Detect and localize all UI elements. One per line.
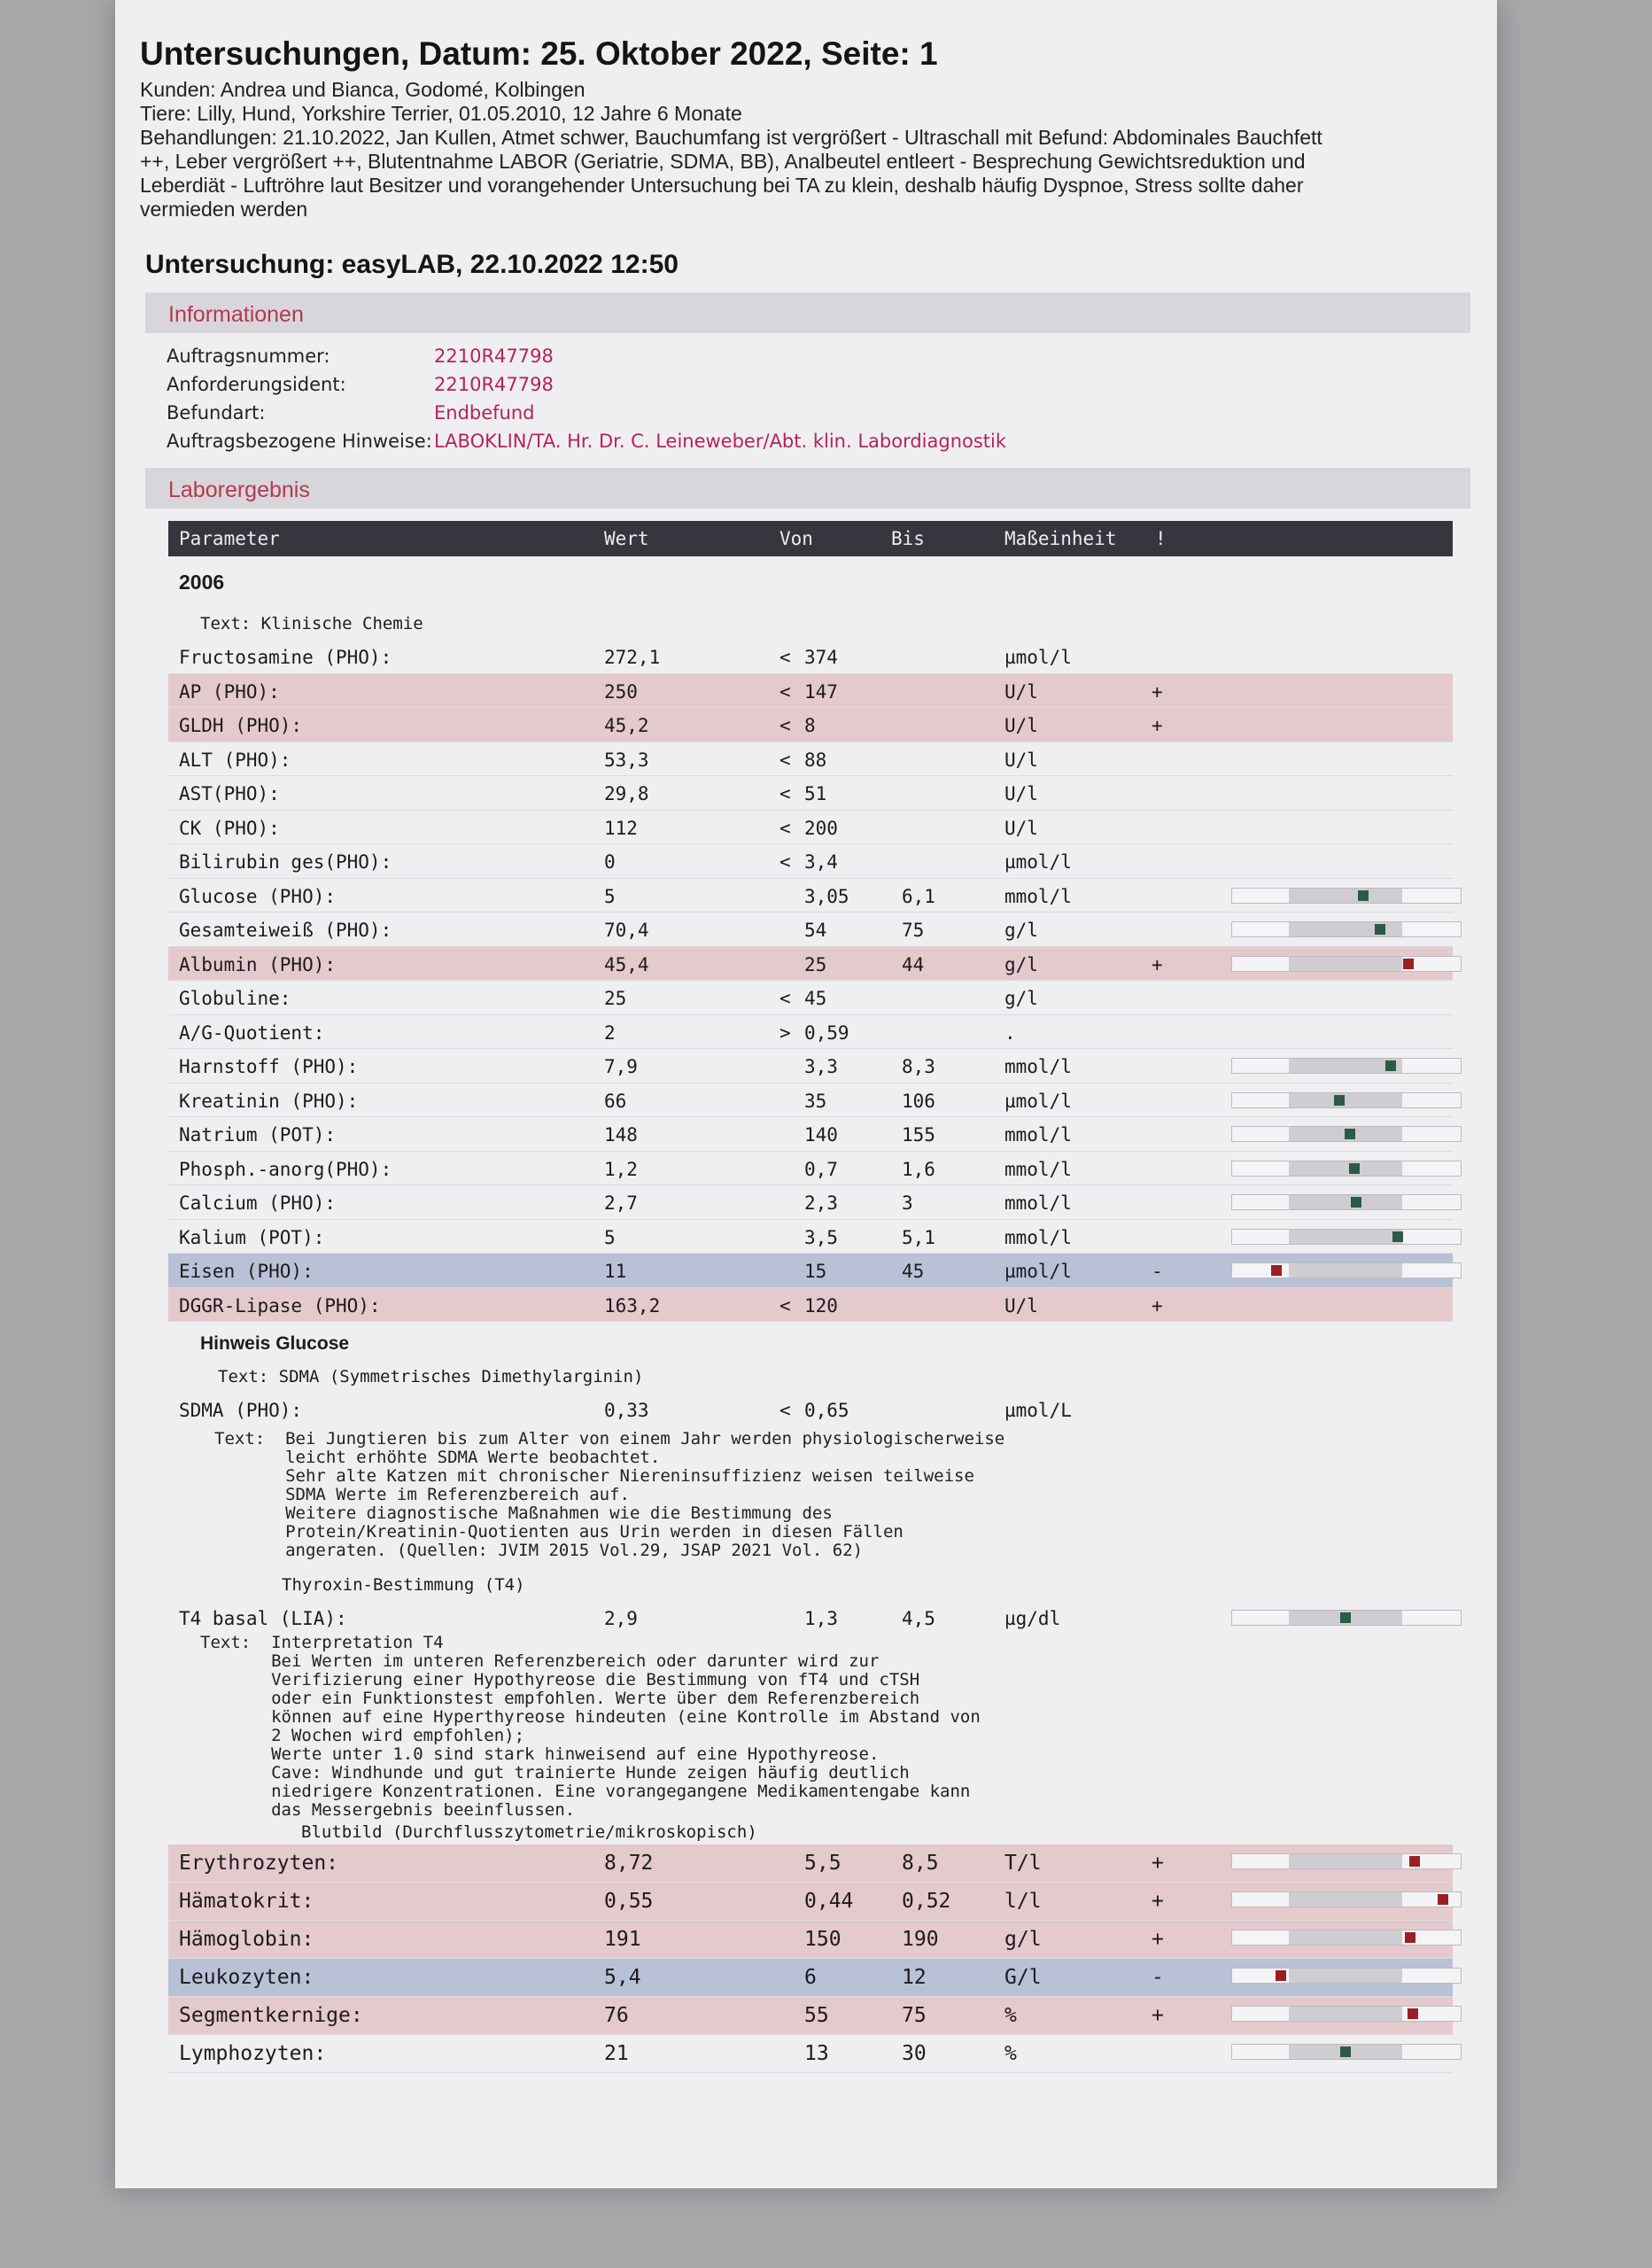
year-heading: 2006	[179, 571, 225, 594]
lab-row	[168, 1049, 1453, 1084]
range-gauge	[1231, 1853, 1462, 1869]
report-header	[140, 35, 1469, 221]
param-name: SDMA (PHO):	[179, 1400, 303, 1421]
param-name: Fructosamine (PHO):	[179, 647, 392, 668]
lab-row	[168, 811, 1453, 845]
param-von: 55	[804, 2004, 829, 2027]
param-von: 6	[804, 1966, 817, 1989]
param-name: Glucose (PHO):	[179, 885, 337, 907]
param-value: 5	[604, 1226, 616, 1248]
param-unit: µmol/l	[1004, 647, 1072, 668]
param-bis: 0,52	[902, 1890, 951, 1913]
param-flag: +	[1152, 2004, 1164, 2027]
param-unit: U/l	[1004, 680, 1038, 703]
range-gauge	[1231, 1262, 1462, 1278]
sdma-row	[168, 1393, 1453, 1426]
param-value: 5,4	[604, 1966, 641, 1989]
header-von: Von	[779, 528, 813, 549]
header-flag: !	[1155, 528, 1167, 549]
param-unit: µmol/l	[1004, 851, 1072, 873]
param-flag: +	[1152, 1928, 1164, 1951]
param-value: 0	[604, 851, 616, 873]
param-value: 148	[604, 1124, 638, 1146]
lab-row	[168, 1084, 1453, 1118]
param-unit: mmol/l	[1004, 885, 1072, 907]
param-unit: g/l	[1004, 988, 1038, 1009]
lab-row	[168, 947, 1453, 982]
param-value: 5	[604, 885, 616, 907]
lab-row	[168, 1185, 1453, 1220]
sdma-text: Text: SDMA (Symmetrisches Dimethylarginin)	[218, 1367, 644, 1386]
param-von: 0,7	[804, 1158, 838, 1180]
param-von: 0,65	[804, 1400, 849, 1421]
param-value: 21	[604, 2042, 629, 2065]
param-value: 2	[604, 1021, 616, 1044]
param-name: ALT (PHO):	[179, 749, 291, 771]
param-operator: >	[779, 1021, 791, 1044]
param-bis: 30	[902, 2042, 927, 2065]
param-value: 1,2	[604, 1158, 638, 1180]
param-name: Lymphozyten:	[179, 2042, 327, 2065]
lab-row	[168, 640, 1453, 674]
param-value: 53,3	[604, 749, 649, 771]
param-unit: mmol/l	[1004, 1056, 1072, 1077]
param-von: 1,3	[804, 1607, 838, 1629]
lab-row	[168, 981, 1453, 1015]
param-von: 0,44	[804, 1890, 854, 1913]
param-value: 112	[604, 817, 638, 839]
lab-row	[168, 1152, 1453, 1186]
lab-row	[168, 844, 1453, 879]
lab-results	[168, 521, 1453, 2073]
blood-row	[168, 1959, 1453, 1997]
param-name: AP (PHO):	[179, 680, 280, 703]
param-value: 11	[604, 1261, 627, 1282]
param-operator: <	[779, 647, 791, 668]
gauge-marker	[1271, 1265, 1282, 1276]
param-flag: +	[1152, 1890, 1164, 1913]
gauge-marker	[1358, 890, 1369, 901]
range-gauge	[1231, 888, 1462, 904]
param-unit: µmol/L	[1004, 1400, 1072, 1421]
range-gauge	[1231, 956, 1462, 972]
param-unit: T/l	[1004, 1852, 1042, 1875]
blood-row	[168, 1921, 1453, 1959]
info-block	[167, 346, 1460, 459]
param-name: Leukozyten:	[179, 1966, 314, 1989]
lab-row	[168, 1220, 1453, 1254]
param-value: 191	[604, 1928, 641, 1951]
param-name: A/G-Quotient:	[179, 1021, 325, 1044]
gauge-marker	[1345, 1129, 1355, 1139]
param-von: 3,5	[804, 1226, 838, 1248]
param-name: Gesamteiweiß (PHO):	[179, 920, 392, 941]
param-von: 8	[804, 715, 816, 736]
param-operator: <	[779, 715, 791, 736]
param-value: 2,7	[604, 1192, 638, 1214]
gauge-marker	[1403, 959, 1414, 969]
range-gauge	[1231, 1610, 1462, 1626]
param-von: 25	[804, 953, 827, 975]
param-bis: 5,1	[902, 1226, 935, 1248]
param-name: Erythrozyten:	[179, 1852, 339, 1875]
treatment-line-1: Behandlungen: 21.10.2022, Jan Kullen, Atmet schwer, Bauchumfang ist vergrößert - Ultraschall mit Befund: Abdominales Bauchfett	[140, 126, 1322, 149]
param-name: Kreatinin (PHO):	[179, 1090, 359, 1112]
param-bis: 4,5	[902, 1607, 935, 1629]
info-row	[167, 346, 1460, 374]
info-key: Befundart:	[167, 402, 266, 423]
param-name: Globuline:	[179, 988, 291, 1009]
param-unit: g/l	[1004, 920, 1038, 941]
param-von: 147	[804, 680, 838, 703]
param-name: Hämatokrit:	[179, 1890, 314, 1913]
param-value: 0,33	[604, 1400, 649, 1421]
param-bis: 1,6	[902, 1158, 935, 1180]
range-gauge	[1231, 1126, 1462, 1142]
blood-row	[168, 1845, 1453, 1883]
glucose-hint: Hinweis Glucose	[200, 1333, 350, 1354]
range-gauge	[1231, 921, 1462, 937]
range-gauge	[1231, 2006, 1462, 2022]
param-name: Albumin (PHO):	[179, 953, 337, 975]
param-operator: <	[779, 1294, 791, 1317]
lab-row	[168, 1288, 1453, 1323]
info-section-title: Informationen	[168, 302, 304, 327]
param-name: Calcium (PHO):	[179, 1192, 337, 1214]
param-name: DGGR-Lipase (PHO):	[179, 1294, 381, 1317]
param-unit: G/l	[1004, 1966, 1042, 1989]
range-gauge	[1231, 1229, 1462, 1245]
param-von: 2,3	[804, 1192, 838, 1214]
info-row	[167, 402, 1460, 431]
info-key: Auftragsnummer:	[167, 346, 330, 367]
param-unit: mmol/l	[1004, 1124, 1072, 1146]
param-von: 15	[804, 1261, 827, 1282]
param-von: 374	[804, 647, 838, 668]
param-bis: 3	[902, 1192, 913, 1214]
chemistry-rows	[168, 640, 1453, 1322]
table-header	[168, 521, 1453, 556]
param-flag: -	[1152, 1966, 1164, 1989]
gauge-marker	[1408, 2008, 1418, 2019]
param-von: 51	[804, 783, 827, 804]
param-unit: %	[1004, 2004, 1017, 2027]
blood-rows	[168, 1845, 1453, 2073]
blood-row	[168, 1997, 1453, 2035]
param-von: 3,05	[804, 885, 849, 907]
treatment-line-2: ++, Leber vergrößert ++, Blutentnahme LABOR (Geriatrie, SDMA, BB), Analbeutel entleert - Besprechung Gewichtsreduktion und	[140, 150, 1306, 173]
gauge-marker	[1276, 1970, 1286, 1981]
param-unit: g/l	[1004, 953, 1038, 975]
gauge-marker	[1349, 1163, 1360, 1174]
header-unit: Maßeinheit	[1004, 528, 1117, 549]
gauge-marker	[1375, 924, 1385, 935]
info-value: 2210R47798	[434, 374, 554, 395]
param-unit: l/l	[1004, 1890, 1042, 1913]
lab-row	[168, 1015, 1453, 1050]
info-value: Endbefund	[434, 402, 535, 423]
report-sheet	[115, 0, 1497, 2188]
param-value: 272,1	[604, 647, 661, 668]
param-flag: +	[1152, 715, 1163, 736]
param-von: 3,4	[804, 851, 838, 873]
treatment-line-4: vermieden werden	[140, 198, 308, 221]
range-gauge	[1231, 1891, 1462, 1907]
param-value: 163,2	[604, 1294, 661, 1317]
param-bis: 190	[902, 1928, 939, 1951]
chemie-text: Text: Klinische Chemie	[200, 614, 423, 633]
param-operator: <	[779, 680, 791, 703]
lab-row	[168, 708, 1453, 742]
param-von: 88	[804, 749, 827, 771]
blood-row	[168, 1883, 1453, 1921]
range-gauge	[1231, 1161, 1462, 1177]
lab-section-bar	[145, 468, 1470, 509]
param-bis: 155	[902, 1124, 935, 1146]
param-bis: 75	[902, 2004, 927, 2027]
param-name: Natrium (POT):	[179, 1124, 337, 1146]
header-wert: Wert	[604, 528, 649, 549]
blutbild-heading: Blutbild (Durchflusszytometrie/mikroskopisch)	[301, 1822, 757, 1842]
param-von: 200	[804, 817, 838, 839]
param-von: 150	[804, 1928, 842, 1951]
range-gauge	[1231, 1930, 1462, 1946]
param-flag: +	[1152, 953, 1163, 975]
param-unit: mmol/l	[1004, 1192, 1072, 1214]
param-name: Bilirubin ges(PHO):	[179, 851, 392, 873]
lab-row	[168, 742, 1453, 777]
info-value: LABOKLIN/TA. Hr. Dr. C. Leineweber/Abt. klin. Labordiagnostik	[434, 431, 1007, 452]
param-operator: <	[779, 1400, 791, 1421]
param-bis: 6,1	[902, 885, 935, 907]
blood-row	[168, 2035, 1453, 2073]
param-unit: mmol/l	[1004, 1158, 1072, 1180]
param-bis: 75	[902, 920, 925, 941]
param-name: Harnstoff (PHO):	[179, 1056, 359, 1077]
param-bis: 44	[902, 953, 925, 975]
gauge-marker	[1385, 1060, 1396, 1071]
treatment-line-3: Leberdiät - Luftröhre laut Besitzer und vorangehender Untersuchung bei TA zu klein, deshalb häufig Dyspnoe, Stress sollte daher	[140, 174, 1304, 197]
param-unit: .	[1004, 1021, 1016, 1044]
param-unit: U/l	[1004, 783, 1038, 804]
param-flag: +	[1152, 1852, 1164, 1875]
param-operator: <	[779, 817, 791, 839]
param-von: 140	[804, 1124, 838, 1146]
param-unit: µmol/l	[1004, 1090, 1072, 1112]
sdma-paragraph: Text: Bei Jungtieren bis zum Alter von einem Jahr werden physiologischerweise leicht erhöhte SDMA Werte beobachtet. Sehr alte Katzen mit chronischer Niereninsuffizienz weisen teilweise SDMA Werte im Referenzbereich auf. Weitere diagnostische Maßnahmen wie die Bestimmung des Protein/Kreatinin-Quotienten aus Urin werden in diesen Fällen angeraten. (Quellen: JVIM 2015 Vol.29, JSAP 2021 Vol. 62)	[214, 1428, 1005, 1560]
param-von: 13	[804, 2042, 829, 2065]
lab-row	[168, 776, 1453, 811]
info-row	[167, 374, 1460, 402]
lab-row	[168, 1117, 1453, 1152]
param-value: 8,72	[604, 1852, 654, 1875]
range-gauge	[1231, 1968, 1462, 1984]
param-unit: U/l	[1004, 817, 1038, 839]
param-bis: 8,5	[902, 1852, 939, 1875]
param-value: 29,8	[604, 783, 649, 804]
customer-line: Kunden: Andrea und Bianca, Godomé, Kolbingen	[140, 78, 586, 101]
page-title: Untersuchungen, Datum: 25. Oktober 2022, Seite: 1	[140, 35, 938, 72]
range-gauge	[1231, 2044, 1462, 2060]
param-name: CK (PHO):	[179, 817, 280, 839]
param-bis: 106	[902, 1090, 935, 1112]
param-name: Phosph.-anorg(PHO):	[179, 1158, 392, 1180]
param-value: 45,4	[604, 953, 649, 975]
param-unit: U/l	[1004, 749, 1038, 771]
param-unit: µg/dl	[1004, 1607, 1061, 1629]
gauge-marker	[1409, 1856, 1420, 1867]
param-von: 0,59	[804, 1021, 849, 1044]
param-von: 35	[804, 1090, 827, 1112]
param-unit: %	[1004, 2042, 1017, 2065]
info-value: 2210R47798	[434, 346, 554, 367]
param-value: 250	[604, 680, 638, 703]
param-name: AST(PHO):	[179, 783, 280, 804]
range-gauge	[1231, 1194, 1462, 1210]
param-bis: 12	[902, 1966, 927, 1989]
header-bis: Bis	[891, 528, 925, 549]
param-unit: g/l	[1004, 1928, 1042, 1951]
info-section-bar	[145, 292, 1470, 333]
param-value: 7,9	[604, 1056, 638, 1077]
range-gauge	[1231, 1092, 1462, 1108]
gauge-marker	[1392, 1231, 1403, 1242]
animal-line: Tiere: Lilly, Hund, Yorkshire Terrier, 01.05.2010, 12 Jahre 6 Monate	[140, 102, 742, 125]
param-unit: U/l	[1004, 1294, 1038, 1317]
header-param: Parameter	[179, 528, 280, 549]
param-flag: +	[1152, 1294, 1163, 1317]
param-unit: mmol/l	[1004, 1226, 1072, 1248]
param-name: Kalium (POT):	[179, 1226, 325, 1248]
gauge-marker	[1351, 1197, 1361, 1208]
param-value: 0,55	[604, 1890, 654, 1913]
param-name: Hämoglobin:	[179, 1928, 314, 1951]
param-name: GLDH (PHO):	[179, 715, 303, 736]
param-name: T4 basal (LIA):	[179, 1607, 347, 1629]
gauge-marker	[1340, 1612, 1351, 1623]
lab-row	[168, 913, 1453, 947]
t4-paragraph: Text: Interpretation T4 Bei Werten im unteren Referenzbereich oder darunter wird zur Verifizierung einer Hypothyreose die Bestimmung von fT4 und cTSH oder ein Funktionstest empfohlen. Werte über dem Referenzbereich können auf eine Hyperthyreose hindeuten (eine Kontrolle im Abstand von 2 Wochen wird empfohlen); Werte unter 1.0 sind stark hinweisend auf eine Hypothyreose. Cave: Windhunde und gut trainierte Hunde zeigen häufig deutlich niedrigere Konzentrationen. Eine vorangegangene Medikamentengabe kann das Messergebnis beeinflussen.	[200, 1633, 981, 1820]
lab-row	[168, 674, 1453, 709]
param-operator: <	[779, 749, 791, 771]
lab-section-title: Laborergebnis	[168, 478, 310, 502]
param-value: 66	[604, 1090, 627, 1112]
param-von: 45	[804, 988, 827, 1009]
t4-heading: Thyroxin-Bestimmung (T4)	[282, 1574, 525, 1595]
t4-row	[168, 1601, 1453, 1635]
gauge-marker	[1405, 1932, 1415, 1943]
param-name: Segmentkernige:	[179, 2004, 363, 2027]
gauge-marker	[1340, 2047, 1351, 2057]
gauge-marker	[1438, 1894, 1448, 1905]
info-key: Anforderungsident:	[167, 374, 346, 395]
info-key: Auftragsbezogene Hinweise:	[167, 431, 432, 452]
param-von: 3,3	[804, 1056, 838, 1077]
param-von: 54	[804, 920, 827, 941]
param-von: 120	[804, 1294, 838, 1317]
param-bis: 8,3	[902, 1056, 935, 1077]
param-name: Eisen (PHO):	[179, 1261, 314, 1282]
info-row	[167, 431, 1460, 459]
exam-title: Untersuchung: easyLAB, 22.10.2022 12:50	[145, 250, 679, 279]
param-flag: +	[1152, 680, 1163, 703]
gauge-marker	[1334, 1095, 1345, 1106]
param-value: 45,2	[604, 715, 649, 736]
param-value: 76	[604, 2004, 629, 2027]
param-von: 5,5	[804, 1852, 842, 1875]
param-operator: <	[779, 851, 791, 873]
param-operator: <	[779, 988, 791, 1009]
range-gauge	[1231, 1058, 1462, 1074]
param-unit: U/l	[1004, 715, 1038, 736]
param-value: 2,9	[604, 1607, 638, 1629]
param-bis: 45	[902, 1261, 925, 1282]
param-flag: -	[1152, 1261, 1163, 1282]
param-value: 25	[604, 988, 627, 1009]
lab-row	[168, 1254, 1453, 1288]
param-value: 70,4	[604, 920, 649, 941]
lab-row	[168, 879, 1453, 913]
param-unit: µmol/l	[1004, 1261, 1072, 1282]
param-operator: <	[779, 783, 791, 804]
